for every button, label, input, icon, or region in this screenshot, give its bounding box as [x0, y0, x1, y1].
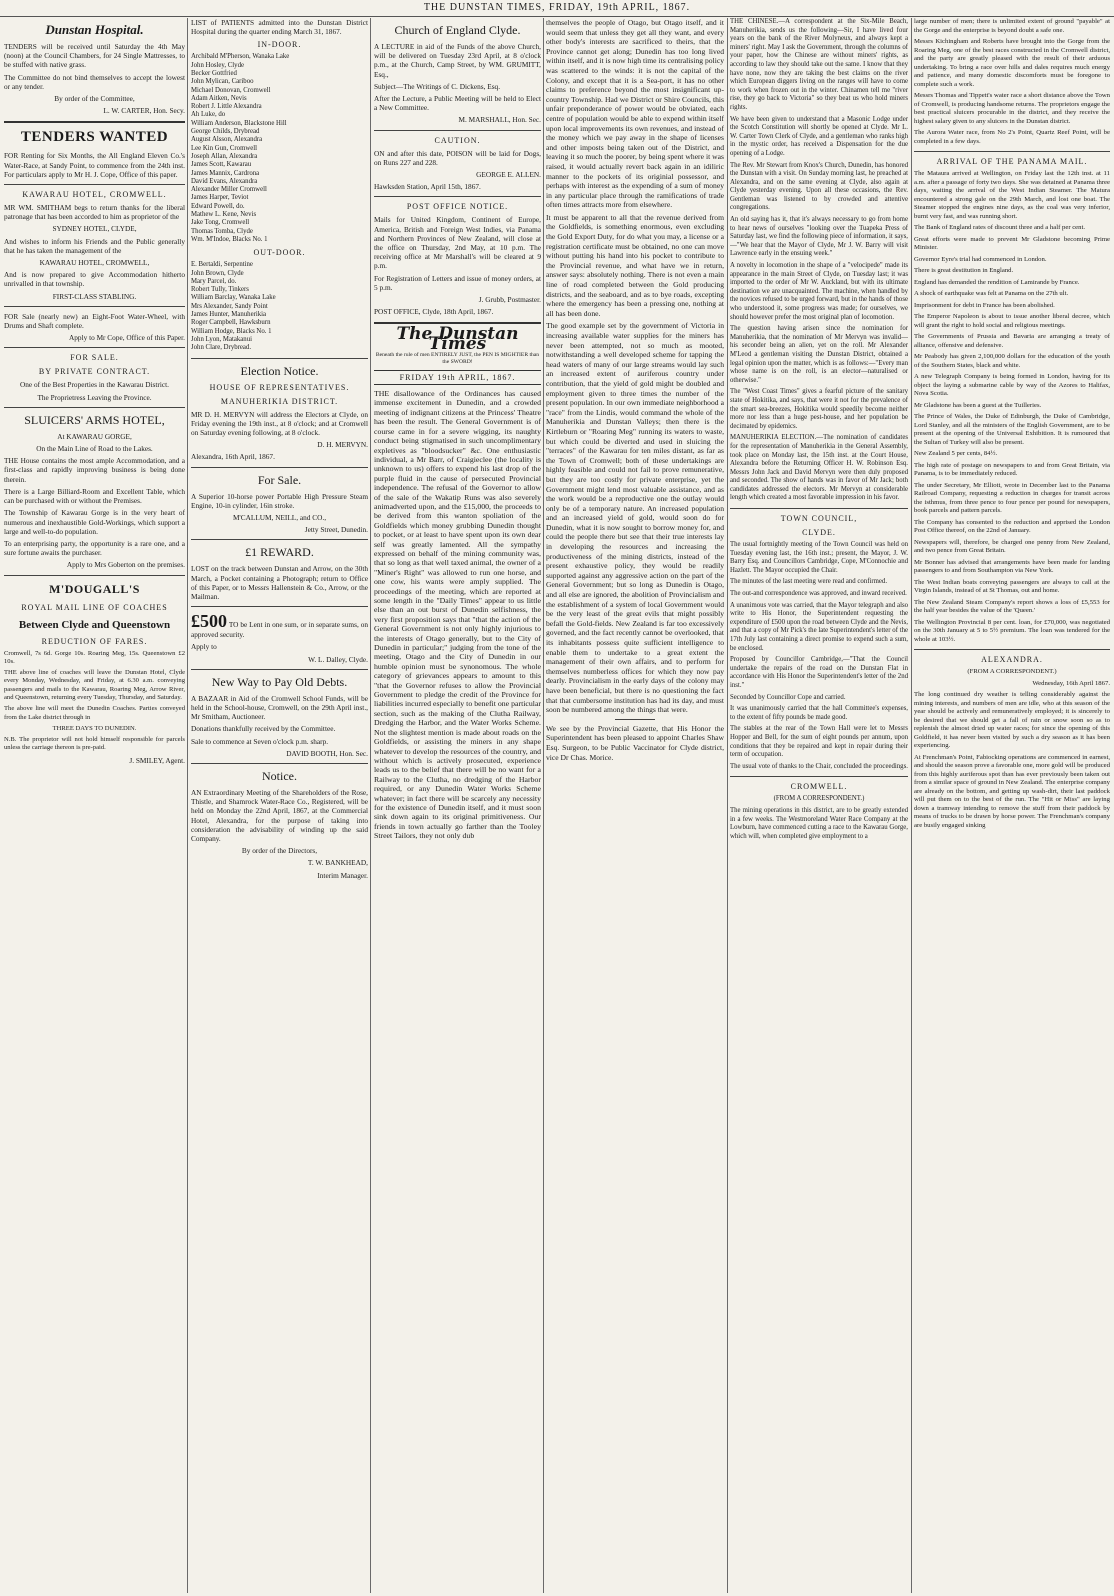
debts-text: Donations thankfully received by the Committee. [191, 724, 336, 734]
sale-text: Apply to Mr Cope, Office of this Paper. [69, 333, 185, 343]
news-item: We have been given to understand that a Masonic Lodge under the Scotch Constitution will shortly be opened at Clyde. Mr L. W. Carter Town Clerk of Clyde, and a gentleman who ranks high in the mystic order, has received a Dispensation for the due opening of a Lodge. [730, 115, 908, 157]
post-text: Mails for United Kingdom, Continent of Europe, America, British and Foreign West Indies, via Panama and Northern Provinces of New Zealand, will close at the office on Thursday, 2nd May, at 10 p.m. The receiving office at Mr Marshall's will be cleared at 9 p.m. [374, 215, 541, 271]
editorial-text: The good example set by the government of Victoria in increasing available water supplies for the miners has never been attempted, not so much as mooted, notwithstanding a well developed scheme for tapping the head waters of many of our large streams would lay such an increased extent of auriferous country under contribution, that the yield of gold might be doubled and employment given to three times the number of the present population. In our own immediate neighborhood a "race" from the Lindis, would command the whole of the Manuherikia and Dunstan Valleys; then there is the Kirtleburn or "Roaring Meg" running its waters to waste, but which could be diverted and used in sluicing the "terraces" of the Kawarau for ten miles distant, as far as the Town of Cromwell; both of these undertakings are highly feasible and could not fail to prove remunerative, but they are too costly for private enterprise, yet the Government might lend most valuable assistance, and as the work would be a reproductive one the outlay would only be of a temporary nature. An increased population and an increased yield of gold, would soon do for Dunedin, what it is now sought to borrow money for, and could the people there but see that their true interests lay in developing the resources and increasing the productiveness of the mining districts, instead of the present exhaustive policy, they would be readily supported against any aggressive action on the part of the General Government; but so long as Dunedin is Otago, and all else are ignored, the abolition of Provincialism and the establishment of a system of local Government would be the very least of the great evils that might possibly befall the Gold-fields. New Zealand is far too excessively governed, and the fact recently cannot be overlooked, that its inhabitants possess quite sufficient intelligence to enable them to undertake to a great extent the management of their own affairs, and to perform for themselves numberless offices for which they now pay dearly. Provincialism in the early days of the colony may have been beneficial, but there is no questioning the fact that that cumbersome institution has had its day, and must soon be numbered among the things that were. [546, 321, 724, 715]
church-sign: M. MARSHALL, Hon. Sec. [458, 115, 541, 125]
column-rule [187, 18, 188, 1593]
editorial [374, 389, 541, 841]
sluicers-sub: At KAWARAU GORGE, [57, 431, 132, 441]
patients-title: LIST of PATIENTS admitted into the Dunstan District Hospital during the quarter ending March 31, 1867. [191, 18, 368, 37]
news-item: A novelty in locomotion in the shape of a "velocipede" made its appearance in the main Street of Clyde, on Tuesday last; it was imported to the order of Mr W. Auckland, but with its ultimate destination we are unacquainted. The machine, when handled by the novices refused to be urged forward, but in the hands of those who understood it, some progress was made; for ourselves, we should however prefer the most original plan of locomotion. [730, 262, 908, 321]
alexandra-sub: (FROM A CORRESPONDENT.) [967, 668, 1057, 675]
patient-name: John Mylican, Cariboo [191, 78, 254, 86]
sluicers-sub: On the Main Line of Road to the Lakes. [36, 444, 153, 454]
divider [4, 347, 185, 348]
patient-name: James Mannix, Cardrona [191, 169, 260, 177]
divider [615, 719, 655, 720]
panama-text: The high rate of postage on newspapers to and from Great Britain, via Panama, is to be immediately reduced. [914, 461, 1110, 477]
kawarau-title: KAWARAU HOTEL, CROMWELL. [22, 190, 167, 200]
news-item: The "West Coast Times" gives a fearful picture of the sanitary state of Hokitika, and says, that were it not for the prevalence of the smart sea-breezes, Hokitika would speedily become neither more nor less than a huge pest-house, and her population be decimated by epidemics. [730, 388, 908, 430]
outdoor-heading: OUT-DOOR. [253, 248, 306, 258]
column-4 [546, 18, 724, 1593]
paper-nameplate: The Dunstan Times [396, 324, 519, 354]
divider [4, 121, 185, 123]
loan-apply: Apply to [191, 642, 217, 652]
editorial-text: themselves the people of Otago, but Otago itself, and it would seem that unless they get all they want, and every other body's interests are sacrificed to theirs, that the Province cannot get along; Dunedin has too long lived within itself, and it is now high time its centralising policy was scattered to the winds: it is not the capital of the Colony, and except that it is a Sea-port, it has no other claims to preference beyond the most insignificant up-country Township. Had we District or Shire Councils, this unfair preponderance of power would be obviated, each centre of population would be able to expend within itself upon local improvements its own revenues, and instead of the money which we pay away in the shape of licenses and other imposts being taken out of the District, and leaving it so much the poorer, by being spent where it was raised, it would actually revert back again in an idiliric manner to the pockets of its originial possessor, and perhaps with interest as the expending of a sum of money in any particular place through the ramifications of trade often times attracts more from elsewhere. [546, 18, 724, 210]
editorial-text: It must be apparent to all that the revenue derived from the Goldfields, is something enormous, even excluding the Gold Export Duty, for do what you may, a license or a registration certificate must be obtained, no one can move without putting his hand into his pocket to contribute to the Provincial revenue, and what have we in return, answer says: absolutely nothing. There is not even a main line of road completed between the Gold producing districts, and the seaboard, and as to bye roads, excepting where the emergency has been a pressing one, nothing at all has been done. [546, 212, 724, 318]
divider [730, 776, 908, 777]
cromwell-title: CROMWELL. [790, 782, 848, 792]
panama-text: The Emperor Napoleon is about to issue another liberal decree, which will grant the right to hold social and religious meetings. [914, 313, 1110, 329]
alexandra-title: ALEXANDRA. [981, 655, 1043, 664]
news-item: An old saying has it, that it's always necessary to go from home to hear news of ourselves "looking over the Tuapeka Press of Saturday last, we find the following piece of information, it says,—"We hear that the Mayor of Clyde, Mr J. W. Barry will visit Lawrence early in the ensuing week." [730, 216, 908, 258]
debts-sign: DAVID BOOTH, Hon. Sec. [286, 748, 368, 758]
coaches-text: THE above line of coaches will leave the Dunstan Hotel, Clyde every Monday, Wednesday, and Friday, at 6.30 a.m. conveying passengers and mails to the Kawarau, Roaring Meg, Arrow River, and Queenstown, returning every Tuesday, Thursday, and Saturday. [4, 669, 185, 701]
church-text: A LECTURE in aid of the Funds of the above Church, will be delivered on Tuesday 23rd April, at 8 o'clock p.m., at the Church, Camp Street, by WM. GRUMITT, Esq., [374, 42, 541, 79]
coaches-text: THREE DAYS TO DUNEDIN. [52, 724, 137, 732]
panama-text: The Company has consented to the reduction and apprised the London Post Office thereof, on the 22nd of January. [914, 518, 1110, 534]
post-date: POST OFFICE, Clyde, 18th April, 1867. [374, 307, 494, 317]
panama-text: The Governments of Prussia and Bavaria are arranging a treaty of alliance, offensive and defensive. [914, 333, 1110, 349]
panama-text: A new Telegraph Company is being formed in London, having for its object the laying a submarine cable by way of the Azores to Halifax, Nova Scotia. [914, 373, 1110, 397]
column-2 [191, 18, 368, 1593]
election-text: MR D. H. MERVYN will address the Electors at Clyde, on Friday evening the 19th inst., at 8 o'clock; and at Cromwell on Saturday evening following, at 8 o'clock. [191, 409, 368, 437]
page-header: THE DUNSTAN TIMES, FRIDAY, 19th APRIL, 1867. [0, 0, 1114, 17]
hospital-title: Dunstan Hospital. [45, 22, 144, 37]
patient-name: George Childs, Drybread [191, 128, 260, 136]
issue-date: FRIDAY 19th APRIL, 1867. [374, 370, 541, 385]
panama-text: The New Zealand Steam Company's report shows a loss of £5,553 for the half year besides the value of the 'Queen.' [914, 598, 1110, 614]
council-text: The usual fortnightly meeting of the Town Council was held on Tuesday evening last, the 16th inst.; present, the Mayor, J. W. Barry Esq. and Councillors Cambridge, Cope, M'Connochie and Hazlett. The Mayor occupied the Chair. [730, 541, 908, 574]
post-text: For Registration of Letters and issue of money orders, at 5 p.m. [374, 273, 541, 292]
church-text: After the Lecture, a Public Meeting will be held to Elect a New Committee. [374, 94, 541, 113]
cromwell-text: The mining operations in this district, are to be greatly extended in a few weeks. The Westmoreland Water Race Company at the Lowburn, have commenced cutting a race to the Kawarau Gorge, which will, when completed give employment to a [730, 806, 908, 840]
council-text: A unanimous vote was carried, that the Mayor telegraph and also write to His Honor, the Superintendent requesting the expenditure of £500 upon the road between Clyde and the Nevis, and that a copy of Mr Pick's the late Superintendent's letter of the 17th July last containing a direct promise to expend such a sum, be enclosed. [730, 601, 908, 652]
column-rule [911, 18, 912, 1593]
notice-sign: T. W. BANKHEAD, [307, 858, 368, 868]
editorial-text: THE disallowance of the Ordinances has caused immense excitement in Dunedin, and a crowded meeting of indignant citizens at the Princess' Theatre has been the result. The General Government is of course came in for a severe wigging, its naughty conduct being stigmatised in such uncomplimentary expletives as "bloodsucker" &c. One enthusiastic individual, a Mr Barr, of Craigieclee (the locality is unknown to us) offers to expend his last drop of the purple fluid in the cause of persecuted Provincial independence. The refusal of the Governor to allow of the sale of the Wakatip Runs was also severely animadverted upon, and the £15,000, the proceeds to be derived from this wanton spoliation of the Goldfields which money grubbing Dunedin thought to pocket, or at least to have spent upon its own dear self was greatly lamented. All the sympathy expressed on behalf of the mining community was, that so long as that well taxed animal, the owner of a "Miner's Right" was allowed to run one horse, and one cow, his wants were amply supplied. The proceedings of the meeting, which are reported at some length in the "Daily Times" appear to us little else than an out burst of Dunedin selfishness, the very first proposition says that "that the action of the General Government is not only highly injurious to the interests of Otago generally, but to the City of Dunedin in particular;" judging from the tone of the meeting, Otago and the City of Dunedin in our humble opinion must be synonomous. The whole category of grievances appears to amount to this "that the Governor refuses to allow the Provincial Government to pledge the credit of the Province for liabilities incurred especially to benefit one particular section, such as the making of the Clutha Railway, Dredging the Harbor, and the Water Works Scheme. Not the slightest mention is made about roads on the Goldfields, or assisting the miners in any shape whatever to develop the resources of the country, and without which is actively prosecuted, experience leads us to the belief that there will be no want for a Railway to the Clutha, no dredging of the Harbor required, or any Dunedin Water Works Scheme whatever; in fact there will be scarcely any necessity for the existence of Dunedin itself, and it must soon sink down again to its original primitiveness. Our friends in town actually go farther than the Tooley Street Tailors, they not only dub [374, 389, 541, 841]
divider [730, 508, 908, 509]
divider [4, 407, 185, 408]
panama-text: Mr Gladstone has been a guest at the Tuilleries. [914, 401, 1042, 409]
coaches-sub: ROYAL MAIL LINE OF COACHES [21, 602, 168, 612]
patient-name: Jake Tong, Cromwell [191, 219, 250, 227]
sluicers-text: Apply to Mrs Goberton on the premises. [66, 560, 185, 570]
patient-name: James Hunter, Manuherikia [191, 311, 267, 319]
council-text: It was unanimously carried that the hall Committee's expenses, to the extent of fifty pounds be made good. [730, 705, 908, 721]
alexandra-date: Wednesday, 16th April 1867. [1032, 679, 1110, 687]
news-item: The Rev. Mr Stewart from Knox's Church, Dunedin, has honored the Dunstan with a visit. On Sunday morning last, he preached at Alexandra, and on the same evening at Clyde, also again at Clyde yesterday evening. Upon all these occasions, the Rev. Gentleman was listened to by crowded and attentive congregations. [730, 161, 908, 212]
council-text: Seconded by Councillor Cope and carried. [730, 693, 846, 701]
forsale-text: A Superior 10-horse power Portable High Pressure Steam Engine, 10-in cylinder, 16in stroke. [191, 491, 368, 510]
news-item: MANUHERIKIA ELECTION.—The nomination of candidates for the representation of Manuherikia in the General Assembly, took place on Monday last, the 15th inst. at the Court House, Alexandra before the Returning Officer H. W. Robinson Esq. Messrs John Jack and David Mervyn were then duly proposed and seconded. The show of hands was in favor of Mr Jack; both candidates addressed the electors. Mr Mervyn at considerable length which created a most favorable impression in his favor. [730, 434, 908, 502]
debts-title: New Way to Pay Old Debts. [211, 674, 348, 689]
panama-text: Governor Eyre's trial had commenced in London. [914, 255, 1047, 263]
patient-name: John Clare, Drybread. [191, 344, 252, 352]
caution-text: ON and after this date, POISON will be laid for Dogs, on Runs 227 and 228. [374, 148, 541, 167]
patient-name: Becker Gottfried [191, 70, 237, 77]
divider [191, 669, 368, 670]
tenders-text: FOR Renting for Six Months, the All England Eleven Co.'s Water-Race, at Sandy Point, to commence from the 24th inst. For particulars apply to Mr H. J. Cope, Office of this paper. [4, 151, 185, 179]
patient-name: Michael Donovan, Cromwell [191, 86, 271, 94]
panama-text: New Zealand 5 per cents, 84½. [914, 450, 998, 457]
patient-name: Lee Kin Gun, Cromwell [191, 144, 258, 152]
patient-name: Alexander Miller Cromwell [191, 186, 267, 194]
hospital-sign: L. W. CARTER, Hon. Secy. [103, 106, 185, 116]
alexandra-text: At Frenchman's Point, Fabiocking operations are commenced in earnest, and should the season prove a favorable one, more gold will be produced from this highly auriferous spot than has ever previously been taken out from a similar space of ground in New Zealand. The enterprise company are already on the bottom, and getting up wash-dirt, their last paddock will put them on to the best of the run. The "Hit or Miss" are laying down a tramway intending to remove the stuff from their paddock by means of trucks to be drawn by horse power. The Frenchman's company are busily engaged sinking [914, 753, 1110, 829]
divider [191, 539, 368, 540]
patient-name: Edward Powell, do. [191, 202, 245, 210]
forsale-sign: Jetty Street, Dunedin. [304, 525, 368, 535]
patient-name: William Anderson, Blackstone Hill [191, 119, 287, 127]
loan-text [191, 612, 368, 639]
divider [4, 184, 185, 185]
patient-name: John Brown, Clyde [191, 269, 244, 277]
panama-text: The Mataura arrived at Wellington, on Friday last the 12th inst. at 11 a.m. after a passage of forty two days. She was detained at Panama three days, waiting the arrival of the West Indian Steamer. The Matura encountered a strong gale on the 29th March, and lost one boat. The Steamer stopped the engines nine days, as the coal was very inferior, burnt very fast, and was running short. [914, 170, 1110, 220]
gazette-note: We see by the Provincial Gazette, that His Honor the Superintendent has been pleased to appoint Charles Shaw Esq. Surgeon, to be Public Vaccinator for Clyde district, vice Dr Chas. Morice. [546, 723, 724, 762]
council-title: TOWN COUNCIL, [780, 514, 858, 524]
panama-text: Great efforts were made to prevent Mr Gladstone becoming Prime Minister. [914, 235, 1110, 251]
election-date: Alexandra, 16th April, 1867. [191, 452, 275, 462]
sluicers-text: There is a Large Billiard-Room and Excellent Table, which can be purchased with or without the Premises. [4, 486, 185, 506]
column-3 [374, 18, 541, 1593]
kawarau-text: KAWARAU HOTEL, CROMWELL, [39, 258, 150, 268]
patient-name: James Harper, Teviot [191, 194, 249, 202]
divider [191, 606, 368, 607]
patient-name: August Alsson, Alexandra [191, 136, 263, 144]
divider [914, 649, 1110, 650]
patient-name: Mrs Alexander, Sandy Point [191, 302, 268, 310]
patient-name: E. Bertaldi, Serpentine [191, 261, 253, 269]
divider [191, 467, 368, 468]
patient-name: Roger Campbell, Hawksburn [191, 319, 271, 327]
patient-name: David Evans, Alexandra [191, 177, 258, 185]
coaches-title: M'DOUGALL'S [49, 581, 140, 596]
notice-title: Notice. [262, 768, 297, 783]
outdoor-list [191, 261, 368, 352]
loan-terms: TO be Lent in one sum, or in separate sums, on approved security. [191, 620, 368, 640]
panama-text: Mr Bonner has advised that arrangements have been made for landing passengers to and from Southampton via New York. [914, 558, 1110, 574]
kawarau-text: And wishes to inform his Friends and the Public generally that he has taken the management of the [4, 236, 185, 255]
patient-name: Mathew L. Kene, Nevis [191, 211, 257, 219]
election-sign: D. H. MERVYN. [317, 440, 368, 450]
paper-motto: Beneath the rule of men ENTIRELY JUST, the PEN IS MIGHTIER than the SWORD! [375, 351, 540, 365]
news-item: THE CHINESE.—A correspondent at the Six-Mile Beach, Manuherikia, sends us the following—Sir, I have lived four years on the bank of the River Molyneux, and always kept a miners' right. May I ask the Government, through the columns of your paper, how the Chinese are without miners' rights, as according to law they should take out the same. I know that they have none, now they are taking the best claims on the river which European diggers living on the ranges will have to come to work when frozen out in the winter. Chinamen tell me "river rise, they go back to Victoria" so they beat us who hold miners rights. [730, 18, 908, 111]
sluicers-title: SLUICERS' ARMS HOTEL, [24, 412, 165, 427]
forsale-title: FOR SALE. [70, 353, 119, 363]
panama-text: The West Indian boats conveying passengers are always to call at the Virgin Islands, instead of at St Thomas, out and home. [914, 578, 1110, 594]
sale-text: FOR Sale (nearly new) an Eight-Foot Water-Wheel, with Drums and Shaft complete. [4, 311, 185, 331]
patient-name: Mary Parcel, do. [191, 277, 237, 285]
loan-sign: W. L. Dalley, Clyde. [308, 654, 368, 664]
hospital-text: TENDERS will be received until Saturday the 4th May (noon) at the Council Chambers, for 24 Single Mattresses, to be stuffed with native grass. [4, 42, 185, 70]
kawarau-text: SYDNEY HOTEL, CLYDE, [52, 224, 137, 234]
patient-name: James Scott, Kawarau [191, 161, 252, 169]
patient-name: William Hodge, Blacks No. 1 [191, 327, 272, 335]
divider [4, 306, 185, 307]
forsale-sign: M'CALLUM, NEILL, and CO., [232, 512, 327, 522]
panama-text: The under Secretary, Mr Elliott, wrote in December last to the Panama Railroad Company, requesting a reduction in charges for transit across the isthmus, from three pence to four pence per pound for newspapers, book parcels and pattern parcels. [914, 481, 1110, 514]
panama-text: Imprisonment for debt in France has been abolished. [914, 301, 1055, 309]
forsale-text: One of the Best Properties in the Kawarau District. [20, 380, 169, 390]
cromwell-text: large number of men; there is unlimited extent of ground "payable" at the Gorge and the enterprise is beyond doubt a safe one. [914, 18, 1110, 34]
notice-sign: By order of the Directors, [241, 846, 318, 856]
debts-text: A BAZAAR in Aid of the Cromwell School Funds, will be held in the School-house, Cromwell, on the 29th April inst., Mr Smitham, Auctioneer. [191, 693, 368, 722]
coaches-sign: J. SMILEY, Agent. [129, 755, 185, 765]
divider [191, 763, 368, 764]
council-text: The usual vote of thanks to the Chair, concluded the proceedings. [730, 762, 908, 770]
election-title: Election Notice. [240, 363, 319, 378]
forsale-text: The Proprietress Leaving the Province. [37, 392, 152, 402]
column-6 [914, 18, 1110, 1593]
divider [191, 358, 368, 359]
kawarau-text: And is now prepared to give Accommodation hitherto unrivalled in that township. [4, 270, 185, 289]
cromwell-text: Messrs Thomas and Tippett's water race a short distance above the Town of Cromwell, is producing handsome returns. The proprietors engage the best practical sluicers procurable in the district, and they receive the highest salary given to any sluicers in the Dunstan district. [914, 92, 1110, 125]
reward-title: £1 REWARD. [245, 545, 314, 560]
hospital-text: The Committee do not bind themselves to accept the lowest or any tender. [4, 72, 185, 91]
panama-text: The Bank of England rates of discount three and a half per cent. [914, 224, 1086, 231]
caution-sign: GEORGE E. ALLEN. [476, 170, 541, 180]
loan-amount: £500 [191, 611, 227, 632]
patient-name: Ah Luke, do [191, 111, 226, 119]
cromwell-text: The Aurora Water race, from No 2's Point, Quartz Reef Point, will be completed in a few days. [914, 129, 1110, 145]
panama-text: The Prince of Wales, the Duke of Edinburgh, the Duke of Cambridge, Lord Stanley, and all the ministers of the English Government, are to be present at the opening of the Universal Exhibition. It is rumoured that the Sultan of Turkey will also be present. [914, 413, 1110, 446]
news-item: The question having arisen since the nomination for Manuherikia, that the nomination of Mr Mervyn was invalid—his seconder being an alien, yet on the roll. Mr Alexander M'Leod a gentleman visiting the Dunstan District, obtained a legal opinion upon the matter, which is as follows:—"Every man whose name is on the roll, is an elector—naturalised or otherwise." [730, 325, 908, 384]
council-text: The out-and correspondence was approved, and inward received. [730, 590, 907, 598]
patient-name: Wm. M'Indoe, Blacks No. 1 [191, 235, 268, 243]
coaches-text: N.B. The proprietor will not hold himself responsible for parcels unless the carriage thereon is pre-paid. [4, 736, 185, 752]
column-1 [4, 18, 185, 1593]
church-text: Subject—The Writings of C. Dickens, Esq. [374, 81, 501, 91]
council-text: Proposed by Councillor Cambridge,—"That the Council undertake the repairs of the road on the Dunstan Flat in accordance with His Honor the Superintendent's letter of the 2nd inst." [730, 656, 908, 689]
cromwell-text: Messrs Kichingham and Roberts have brought into the Gorge from the Roaring Meg, one of the best races constructed in the Cromwell district, and the party are greatly pleased with the result of their arduous undertaking. To bring a race over hills and dales requires much energy and patience, and many domestic discomforts must be foregone to complete such a work. [914, 38, 1110, 88]
column-rule [543, 18, 544, 1593]
divider [4, 575, 185, 576]
panama-text: The Wellington Provincial 8 per cent. loan, for £70,000, was negotiated on the 30th January at 5 to 5½ premium. The loan was tendered for the whole at 103½. [914, 618, 1110, 643]
forsale-title: For Sale. [257, 472, 302, 487]
election-district: MANUHERIKIA DISTRICT. [220, 396, 339, 406]
panama-text: England has demanded the rendition of Lamirande by France. [914, 278, 1080, 286]
indoor-list [191, 53, 368, 244]
council-text: The stables at the rear of the Town Hall were let to Messrs Hopper and Bell, for the sum of eight pounds per annum, upon conditions that they be repaired and kept in repair during their term of occupation. [730, 725, 908, 759]
panama-text: Mr Peabody has given 2,100,000 dollars for the education of the youth of the Southern States, black and white. [914, 353, 1110, 369]
post-title: POST OFFICE NOTICE. [406, 202, 509, 212]
patient-name: Joseph Allan, Alexandra [191, 152, 258, 160]
reward-text: LOST on the track between Dunstan and Arrow, on the 30th March, a Pocket containing a Photograph; return to Office of this Paper, or to Messrs Hallenstein & Co., Arrow, or the Mailman. [191, 564, 368, 601]
patient-name: Thomas Tomba, Clyde [191, 227, 253, 235]
patient-name: William Barclay, Wanaka Lake [191, 294, 276, 302]
patient-name: Robert Tully, Tinkers [191, 286, 249, 294]
patient-name: John Lyon, Matakanui [191, 335, 252, 343]
notice-text: AN Extraordinary Meeting of the Shareholders of the Rose, Thistle, and Shamrock Water-Race Co., Registered, will be held on Monday the 22nd April, 1867, at the Commercial Hotel, Alexandra, for the purpose of taking into consideration the advisability of winding up the said Company. [191, 787, 368, 843]
divider [374, 196, 541, 197]
sluicers-text: The Township of Kawarau Gorge is in the very heart of numerous and inexhaustible Gold-Workings, which support a large and well-to-do population. [4, 508, 185, 536]
column-rule [370, 18, 371, 1593]
panama-text: There is great destitution in England. [914, 267, 1014, 274]
tenders-title: TENDERS WANTED [20, 129, 169, 146]
council-sub: CLYDE. [802, 528, 836, 538]
notice-sign: Interim Manager. [317, 870, 368, 880]
council-text: The minutes of the last meeting were read and confirmed. [730, 578, 888, 586]
caution-date: Hawksden Station, April 15th, 1867. [374, 182, 481, 192]
cromwell-sub: (FROM A CORRESPONDENT.) [773, 795, 865, 803]
kawarau-text: MR WM. SMITHAM begs to return thanks for the liberal patronage that has been accorded to him as proprietor of the [4, 203, 185, 222]
post-sign: J. Grubb, Postmaster. [478, 295, 541, 305]
forsale-sub: BY PRIVATE CONTRACT. [38, 367, 151, 377]
coaches-fares: REDUCTION OF FARES. [41, 636, 148, 646]
patient-name: John Hosley, Clyde [191, 61, 244, 69]
patient-name: Archibald M'Pherson, Wanaka Lake [191, 53, 290, 61]
panama-text: A shock of earthquake was felt at Panama on the 27th ult. [914, 290, 1069, 297]
church-title: Church of England Clyde. [394, 23, 521, 37]
coaches-text: Cromwell, 7s 6d. Gorge 10s. Roaring Meg, 15s. Queenstown £2 10s. [4, 649, 185, 665]
patient-name: Robert J. Little Alexandra [191, 103, 262, 111]
sluicers-text: THE House contains the most ample Accommodation, and a first-class and rapidly improving business is being done therein. [4, 456, 185, 484]
panama-text: Newspapers will, therefore, be charged one penny from New Zealand, and two pence from Great Britain. [914, 538, 1110, 554]
caution-title: CAUTION. [434, 135, 481, 145]
column-5 [730, 18, 908, 1593]
sluicers-text: To an enterprising party, the opportunity is a rare one, and a sure fortune awaits the purchaser. [4, 538, 185, 558]
coaches-route: Between Clyde and Queenstown [18, 618, 171, 631]
patient-name: Adam Aitken, Nevis [191, 94, 247, 102]
alexandra-text: The long continued dry weather is telling considerably against the mining interests, and numbers of men are idle, who at this season of the year should be actively and remuneratively employed; it is sincerely to be desired that we should get a fall of rain or snow soon so as to replenish the almost dried up water races; for since the opening of this Goldfield, it has never been visited by such a dry season as it has been experiencing. [914, 691, 1110, 749]
column-rule [727, 18, 728, 1593]
coaches-text: The above line will meet the Dunedin Coaches. Parties conveyed from the Lake district through in [4, 705, 185, 721]
kawarau-text: FIRST-CLASS STABLING. [52, 291, 137, 301]
indoor-heading: IN-DOOR. [257, 40, 302, 50]
hospital-sign: By order of the Committee, [54, 94, 135, 104]
debts-text: Sale to commence at Seven o'clock p.m. sharp. [191, 736, 329, 746]
panama-title: ARRIVAL OF THE PANAMA MAIL. [936, 157, 1088, 166]
divider [914, 151, 1110, 152]
election-house: HOUSE OF REPRESENTATIVES. [209, 382, 350, 392]
divider [374, 130, 541, 131]
